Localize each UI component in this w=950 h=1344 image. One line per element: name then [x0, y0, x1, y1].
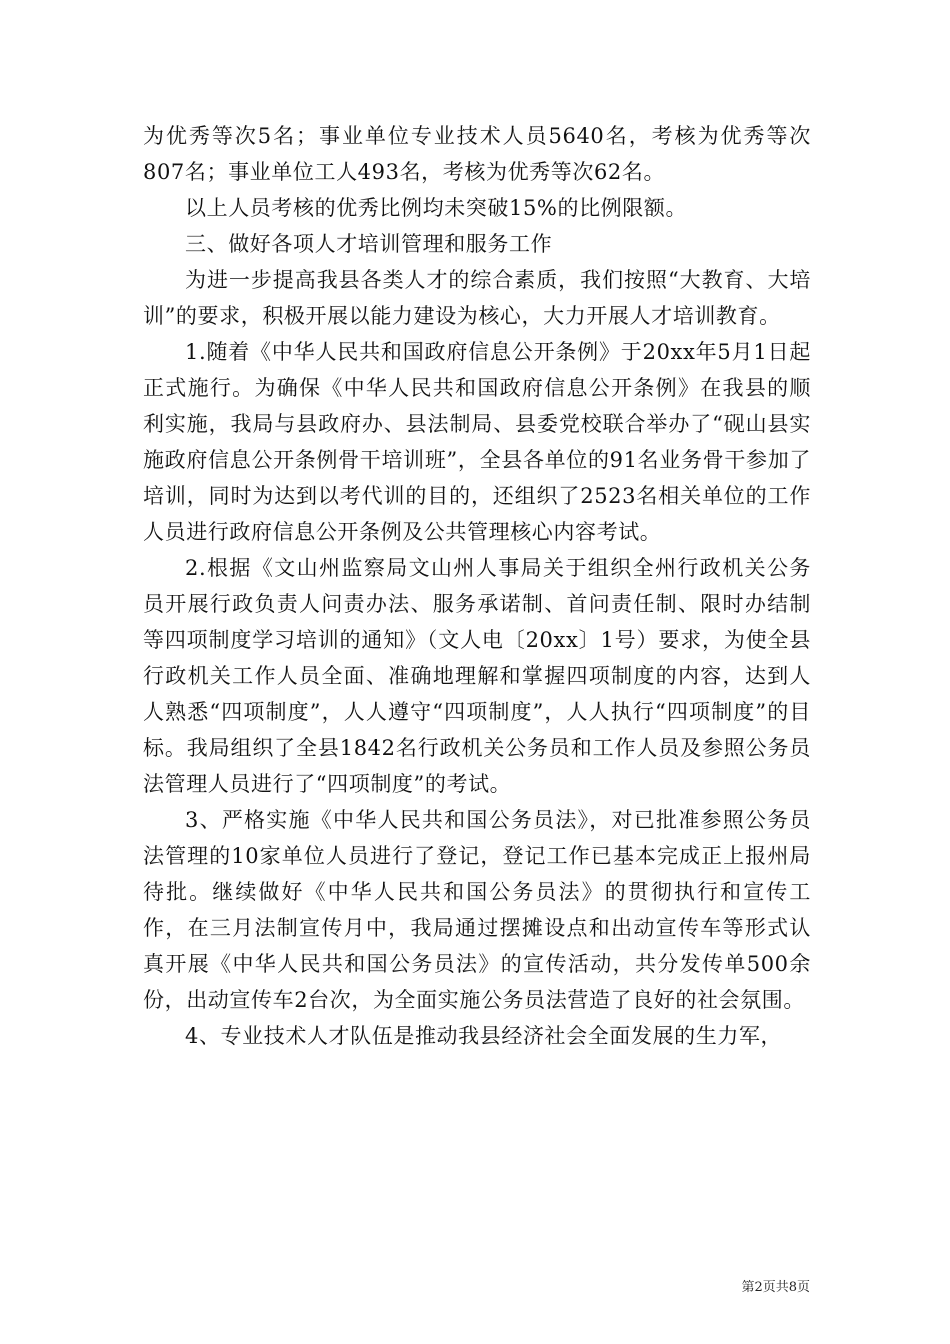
paragraph-continuation: 为优秀等次5名；事业单位专业技术人员5640名，考核为优秀等次807名；事业单位工人493名，考核为优秀等次62名。	[143, 124, 811, 184]
section-heading: 三、做好各项人才培训管理和服务工作	[185, 232, 553, 256]
paragraph-item-2: 2.根据《文山州监察局文山州人事局关于组织全州行政机关公务员开展行政负责人问责办法、服务承诺制、首问责任制、限时办结制等四项制度学习培训的通知》（文人电〔20xx〕1号）要求，为使全县行政机关工作人员全面、准确地理解和掌握四项制度的内容，达到人人熟悉“四项制度”，人人遵守“四项制度”，人人执行“四项制度”的目标。我局组织了全县1842名行政机关公务员和工作人员及参照公务员法管理人员进行了“四项制度”的考试。	[143, 556, 811, 796]
paragraph-intro: 为进一步提高我县各类人才的综合素质，我们按照“大教育、大培训”的要求，积极开展以能力建设为核心，大力开展人才培训教育。	[143, 268, 811, 328]
paragraph-item-4: 4、专业技术人才队伍是推动我县经济社会全面发展的生力军，	[185, 1024, 783, 1048]
page-number-footer: 第2页共8页	[741, 1280, 810, 1295]
document-body	[143, 118, 811, 1054]
paragraph-item-1: 1.随着《中华人民共和国政府信息公开条例》于20xx年5月1日起正式施行。为确保《中华人民共和国政府信息公开条例》在我县的顺利实施，我局与县政府办、县法制局、县委党校联合举办了“砚山县实施政府信息公开条例骨干培训班”，全县各单位的91名业务骨干参加了培训，同时为达到以考代训的目的，还组织了2523名相关单位的工作人员进行政府信息公开条例及公共管理核心内容考试。	[143, 340, 811, 544]
paragraph-item-3: 3、严格实施《中华人民共和国公务员法》，对已批准参照公务员法管理的10家单位人员进行了登记，登记工作已基本完成正上报州局待批。继续做好《中华人民共和国公务员法》的贯彻执行和宣传工作，在三月法制宣传月中，我局通过摆摊设点和出动宣传车等形式认真开展《中华人民共和国公务员法》的宣传活动，共分发传单500余份，出动宣传车2台次，为全面实施公务员法营造了良好的社会氛围。	[143, 808, 811, 1012]
paragraph-ratio-note: 以上人员考核的优秀比例均未突破15%的比例限额。	[185, 196, 688, 220]
